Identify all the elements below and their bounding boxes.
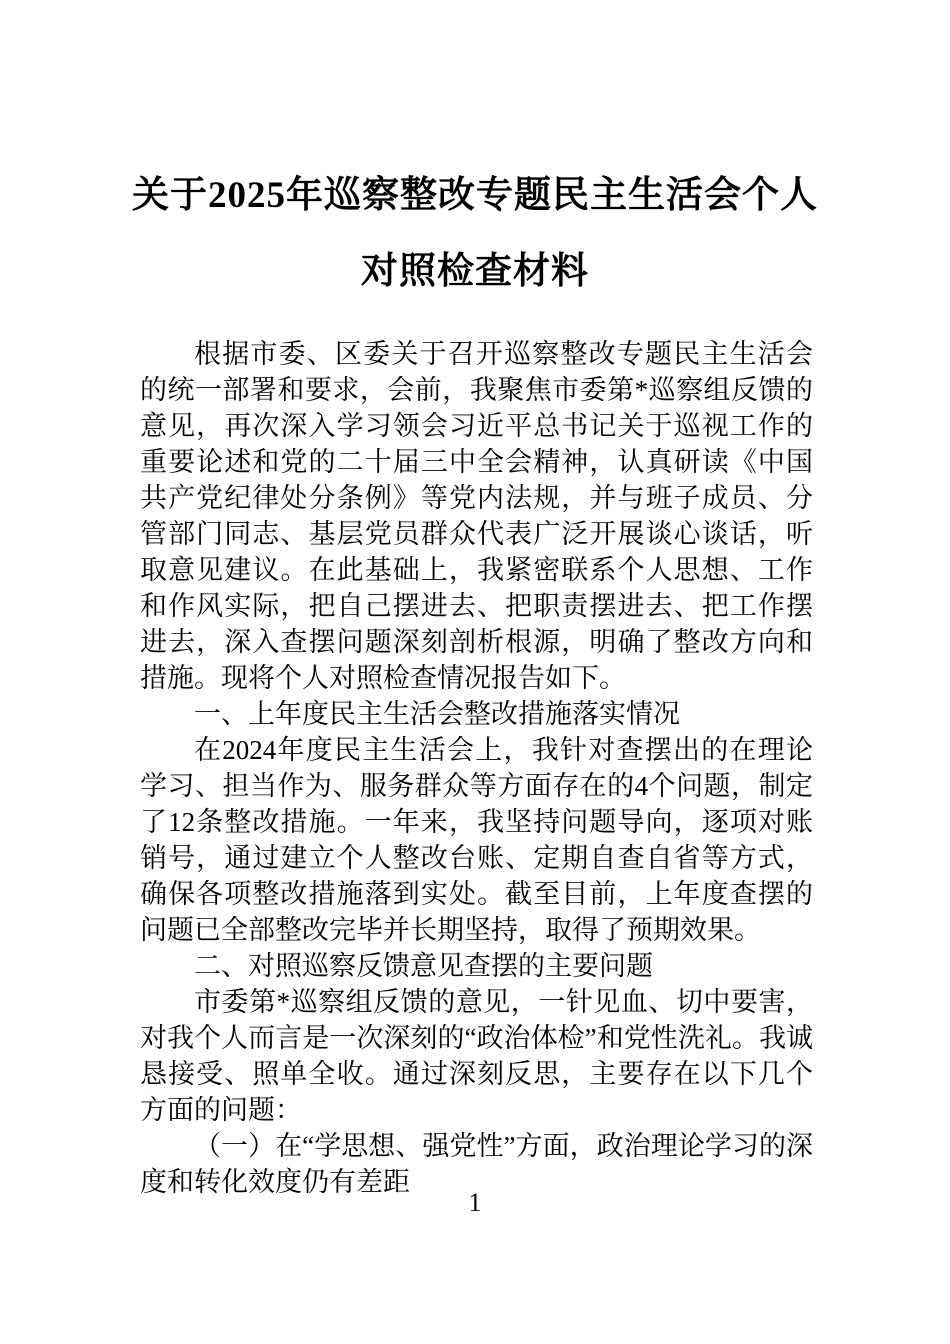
document-title-line-1: 关于2025年巡察整改专题民主生活会个人 [132, 175, 818, 216]
paragraph-section-two: 市委第*巡察组反馈的意见，一针见血、切中要害，对我个人而言是一次深刻的“政治体检”和党性洗礼。我诚恳接受、照单全收。通过深刻反思，主要存在以下几个方面的问题： [140, 987, 813, 1125]
page-number: 1 [468, 1188, 482, 1217]
document-title-line-2: 对照检查材料 [361, 251, 589, 292]
document-body [140, 336, 813, 1200]
section-heading-one: 一、上年度民主生活会整改措施落实情况 [194, 699, 680, 729]
section-heading-two: 二、对照巡察反馈意见查摆的主要问题 [194, 951, 653, 981]
paragraph-section-one: 在2024年度民主生活会上，我针对查摆出的在理论学习、担当作为、服务群众等方面存在的4个问题，制定了12条整改措施。一年来，我坚持问题导向，逐项对账销号，通过建立个人整改台账、定期自查自省等方式，确保各项整改措施落到实处。截至目前，上年度查摆的问题已全部整改完毕并长期坚持，取得了预期效果。 [140, 735, 813, 945]
page-footer [0, 1188, 950, 1218]
paragraph-intro: 根据市委、区委关于召开巡察整改专题民主生活会的统一部署和要求，会前，我聚焦市委第*巡察组反馈的意见，再次深入学习领会习近平总书记关于巡视工作的重要论述和党的二十届三中全会精神，认真研读《中国共产党纪律处分条例》等党内法规，并与班子成员、分管部门同志、基层党员群众代表广泛开展谈心谈话，听取意见建议。在此基础上，我紧密联系个人思想、工作和作风实际，把自己摆进去、把职责摆进去、把工作摆进去，深入查摆问题深刻剖析根源，明确了整改方向和措施。现将个人对照检查情况报告如下。 [140, 339, 813, 693]
subsection-heading-one: （一）在“学思想、强党性”方面，政治理论学习的深度和转化效度仍有差距 [140, 1131, 813, 1197]
document-title [0, 0, 950, 310]
